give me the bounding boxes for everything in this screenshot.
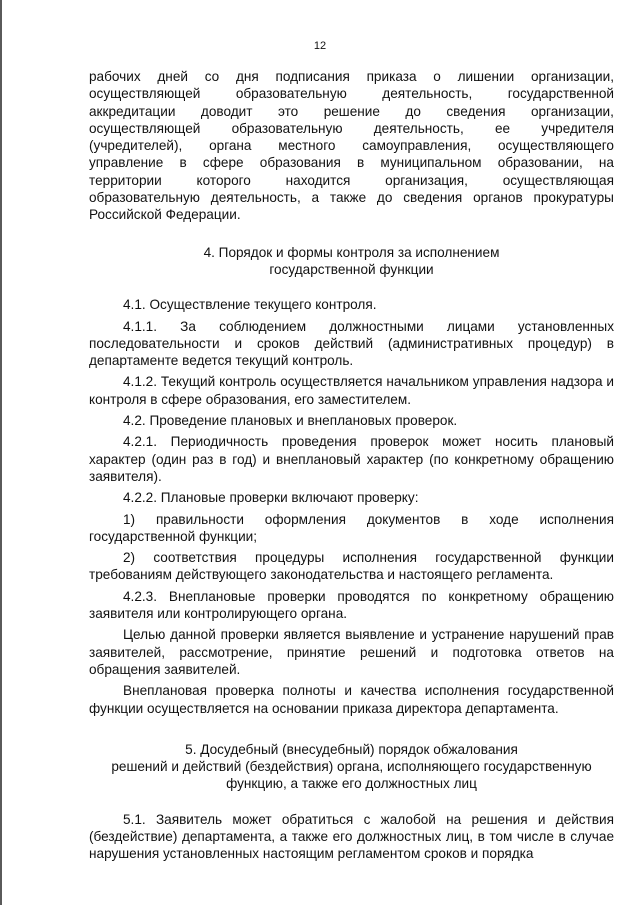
intro-word: образовательную xyxy=(231,120,343,136)
intro-word: дня xyxy=(235,69,259,84)
intro-word: сведения xyxy=(403,190,463,206)
paragraph-4-2: 4.2. Проведение плановых и внеплановых проверок. xyxy=(123,413,458,429)
intro-word: сфере xyxy=(202,155,244,171)
intro-word: осуществляющая xyxy=(502,172,614,188)
intro-word: в xyxy=(179,155,187,171)
section-5-heading xyxy=(89,741,614,793)
intro-line xyxy=(89,120,614,137)
section-5-heading-line3: функцию, а также его должностных лиц xyxy=(226,776,477,792)
intro-line xyxy=(89,154,614,171)
intro-word: до xyxy=(405,103,421,119)
intro-word: осуществляющей xyxy=(89,86,201,102)
intro-word: а xyxy=(311,190,320,206)
list-item-1: 1) правильности оформления документов в ходе исполнения государственной функции; xyxy=(89,511,614,544)
intro-word: организации, xyxy=(530,103,614,119)
intro-word: рабочих xyxy=(89,69,141,84)
intro-word: государственной xyxy=(507,86,614,102)
page-number: 12 xyxy=(313,40,327,52)
intro-word: аккредитации xyxy=(89,103,176,119)
intro-word: приказа xyxy=(366,69,417,84)
intro-word: организации, xyxy=(530,69,614,84)
intro-word: осуществляющего xyxy=(498,138,614,154)
intro-word: (учредителей), xyxy=(89,138,183,154)
section-5-heading-line2: решений и действий (бездействия) органа, исполняющего государственную xyxy=(111,759,592,775)
intro-word: подписания xyxy=(275,69,350,84)
intro-word: образовательную xyxy=(235,86,347,102)
intro-word: деятельность, xyxy=(373,120,464,136)
intro-line xyxy=(89,137,614,154)
intro-word: учредителя xyxy=(541,120,614,136)
intro-word: ее xyxy=(494,120,511,136)
section-4-heading-line1: 4. Порядок и формы контроля за исполнением xyxy=(203,244,500,260)
intro-word: местного xyxy=(278,138,336,154)
document-body xyxy=(89,68,614,863)
paragraph-unplanned-check: Внеплановая проверка полноты и качества исполнения государственной функции осуществляется на основании приказа директора департамента. xyxy=(89,683,614,716)
intro-line xyxy=(89,85,614,102)
intro-word: муниципальном xyxy=(380,155,482,171)
paragraph-4-1: 4.1. Осуществление текущего контроля. xyxy=(123,297,377,313)
intro-word: управление xyxy=(89,155,164,171)
paragraph-5-1: 5.1. Заявитель может обратиться с жалобой на решения и действия (бездействие) департамента, а также его должностных лиц, в том числе в случае нарушения установленных настоящим регламентом сроков и порядка xyxy=(89,811,614,862)
intro-word: со xyxy=(204,69,220,84)
intro-word: органов xyxy=(473,190,523,206)
intro-word: до xyxy=(376,190,393,206)
intro-word: организация, xyxy=(385,172,468,188)
intro-word: образовании, xyxy=(497,155,583,171)
intro-word: деятельность, xyxy=(210,190,301,206)
intro-word: также xyxy=(329,190,367,206)
intro-word: которого xyxy=(196,172,251,188)
intro-line xyxy=(89,68,614,85)
paragraph-4-1-2: 4.1.2. Текущий контроль осуществляется начальником управления надзора и контроля в сфере образования, его заместителем. xyxy=(89,374,614,407)
intro-word: на xyxy=(598,155,614,171)
intro-word: образования xyxy=(259,155,341,171)
intro-line xyxy=(89,172,614,189)
section-5-heading-line1: 5. Досудебный (внесудебный) порядок обжалования xyxy=(185,741,518,757)
intro-word: о xyxy=(433,69,441,84)
intro-word: это xyxy=(277,103,299,119)
intro-paragraph xyxy=(89,68,614,224)
list-item-2: 2) соответствия процедуры исполнения государственной функции требованиям действующего законодательства и настоящего регламента. xyxy=(89,550,614,583)
paragraph-4-1-1: 4.1.1. За соблюдением должностными лицами установленных последовательности и сроков действий (административных процедур) в департаменте ведется текущий контроль. xyxy=(89,318,614,369)
intro-word: в xyxy=(356,155,365,171)
intro-word: дней xyxy=(157,69,188,84)
intro-word: территории xyxy=(89,172,162,188)
intro-line: Российской Федерации. xyxy=(89,207,241,223)
intro-word: находится xyxy=(285,172,351,188)
intro-word: лишении xyxy=(457,69,515,84)
intro-word: образовательную xyxy=(89,190,200,206)
intro-word: доводит xyxy=(200,103,253,119)
scan-edge-line xyxy=(0,0,2,905)
intro-word: решение xyxy=(323,103,380,119)
intro-word: сведения xyxy=(446,103,506,119)
intro-line xyxy=(89,189,614,206)
intro-word: органа xyxy=(209,138,252,154)
intro-word: самоуправления, xyxy=(362,138,472,154)
section-4-heading xyxy=(89,244,614,279)
paragraph-check-goal: Целью данной проверки является выявление и устранение нарушений прав заявителей, рассмотрение, принятие решений и подготовка ответов на обращения заявителей. xyxy=(89,627,614,677)
paragraph-4-2-3: 4.2.3. Внеплановые проверки проводятся по конкретному обращению заявителя или контролирующего органа. xyxy=(89,588,614,622)
intro-word: прокуратуры xyxy=(533,190,614,206)
section-4-heading-line2: государственной функции xyxy=(269,261,434,277)
intro-word: осуществляющей xyxy=(89,120,201,136)
intro-line xyxy=(89,103,614,120)
paragraph-4-2-1: 4.2.1. Периодичность проведения проверок может носить плановый характер (один раз в год) и внеплановый характер (по конкретному обращению заявителя). xyxy=(89,434,614,484)
intro-word: деятельность, xyxy=(382,86,473,102)
paragraph-4-2-2: 4.2.2. Плановые проверки включают проверку: xyxy=(123,490,419,506)
